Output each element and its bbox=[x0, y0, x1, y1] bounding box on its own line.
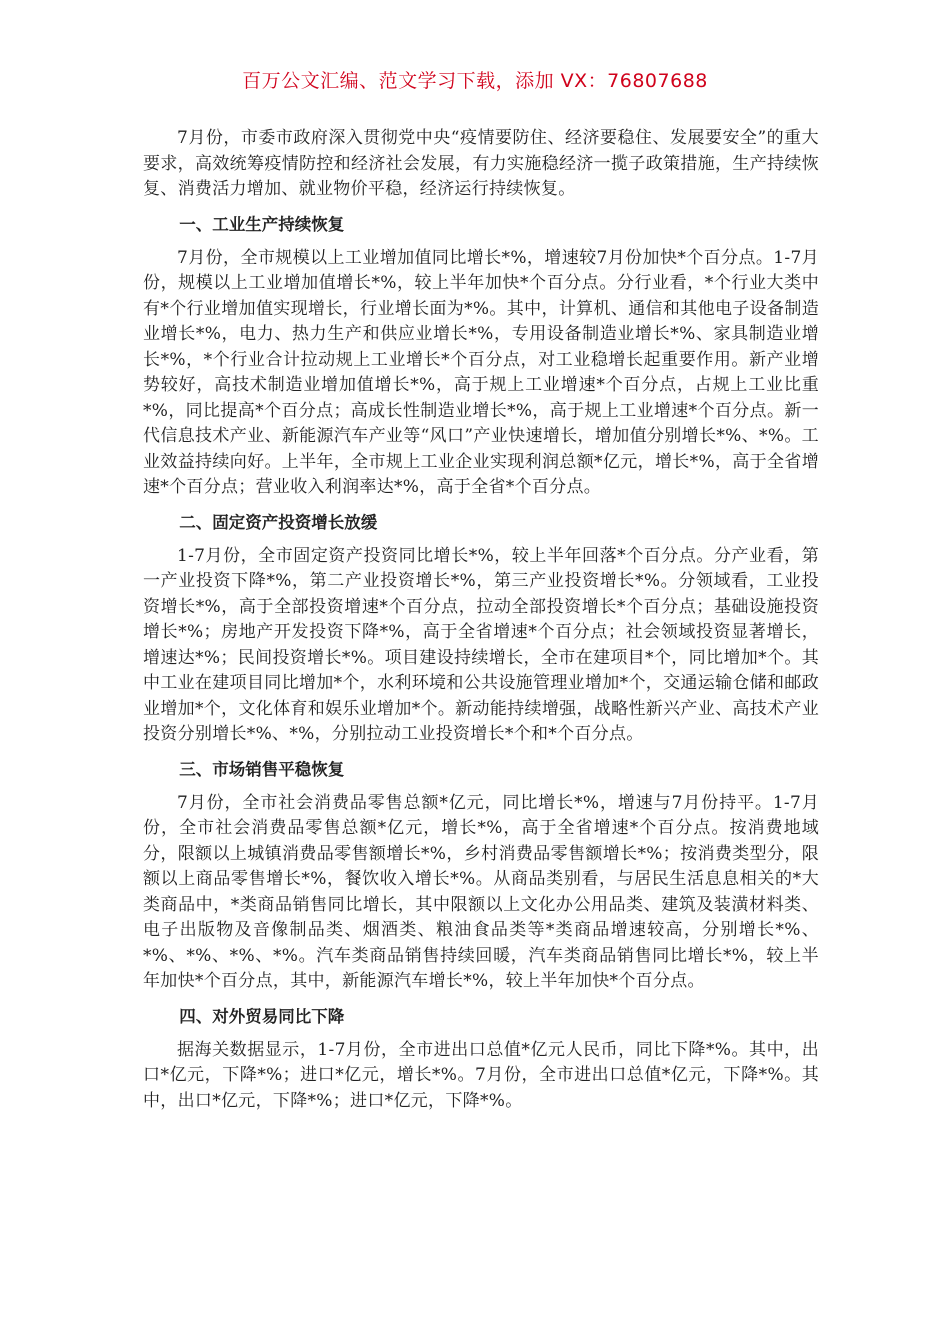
section-heading-retail: 三、市场销售平稳恢复 bbox=[179, 759, 345, 779]
section-body-industry: 7月份，全市规模以上工业增加值同比增长*%，增速较7月份加快*个百分点。1-7月份，规模以上工业增加值增长*%，较上半年加快*个百分点。分行业看，*个行业大类中有*个行业增加值实现增长，行业增长面为*%。其中，计算机、通信和其他电子设备制造业增长*%，电力、热力生产和供应业增长*%，专用设备制造业增长*%、家具制造业增长*%，*个行业合计拉动规上工业增长*个百分点，对工业稳增长起重要作用。新产业增势较好，高技术制造业增加值增长*%，高于规上工业增速*个百分点，占规上工业比重*%，同比提高*个百分点；高成长性制造业增长*%，高于规上工业增速*个百分点。新一代信息技术产业、新能源汽车产业等“风口”产业快速增长，增加值分别增长*%、*%。工业效益持续向好。上半年，全市规上工业企业实现利润总额*亿元，增长*%，高于全省增速*个百分点；营业收入利润率达*%，高于全省*个百分点。 bbox=[143, 247, 819, 497]
section-body-investment: 1-7月份，全市固定资产投资同比增长*%，较上半年回落*个百分点。分产业看，第一产业投资下降*%，第二产业投资增长*%，第三产业投资增长*%。分领域看，工业投资增长*%，高于全部投资增速*个百分点，拉动全部投资增长*个百分点；基础设施投资增长*%；房地产开发投资下降*%，高于全省增速*个百分点；社会领域投资显著增长，增速达*%；民间投资增长*%。项目建设持续增长，全市在建项目*个，同比增加*个。其中工业在建项目同比增加*个，水利环境和公共设施管理业增加*个，交通运输仓储和邮政业增加*个，文化体育和娱乐业增加*个。新动能持续增强，战略性新兴产业、高技术产业投资分别增长*%、*%，分别拉动工业投资增长*个和*个百分点。 bbox=[143, 545, 819, 744]
document-body bbox=[143, 126, 819, 1114]
section-body-retail: 7月份，全市社会消费品零售总额*亿元，同比增长*%，增速与7月份持平。1-7月份，全市社会消费品零售总额*亿元，增长*%，高于全省增速*个百分点。按消费地域分，限额以上城镇消费品零售额增长*%，乡村消费品零售额增长*%；按消费类型分，限额以上商品零售增长*%，餐饮收入增长*%。从商品类别看，与居民生活息息相关的*大类商品中，*类商品销售同比增长，其中限额以上文化办公用品类、建筑及装潢材料类、电子出版物及音像制品类、烟酒类、粮油食品类等*类商品增速较高，分别增长*%、*%、*%、*%、*%。汽车类商品销售持续回暖，汽车类商品销售同比增长*%，较上半年加快*个百分点，其中，新能源汽车增长*%，较上半年加快*个百分点。 bbox=[143, 792, 819, 991]
section-heading-trade: 四、对外贸易同比下降 bbox=[179, 1006, 345, 1026]
section-heading-investment: 二、固定资产投资增长放缓 bbox=[179, 512, 378, 532]
section-heading-industry: 一、工业生产持续恢复 bbox=[179, 214, 345, 234]
section-body-trade: 据海关数据显示，1-7月份，全市进出口总值*亿元人民币，同比下降*%。其中，出口*亿元，下降*%；进口*亿元，增长*%。7月份，全市进出口总值*亿元，下降*%。其中，出口*亿元，下降*%；进口*亿元，下降*%。 bbox=[143, 1039, 819, 1111]
promo-banner: 百万公文汇编、范文学习下载，添加 VX：76807688 bbox=[242, 70, 708, 92]
intro-paragraph: 7月份，市委市政府深入贯彻党中央“疫情要防住、经济要稳住、发展要安全”的重大要求，高效统筹疫情防控和经济社会发展，有力实施稳经济一揽子政策措施，生产持续恢复、消费活力增加、就业物价平稳，经济运行持续恢复。 bbox=[143, 128, 819, 199]
